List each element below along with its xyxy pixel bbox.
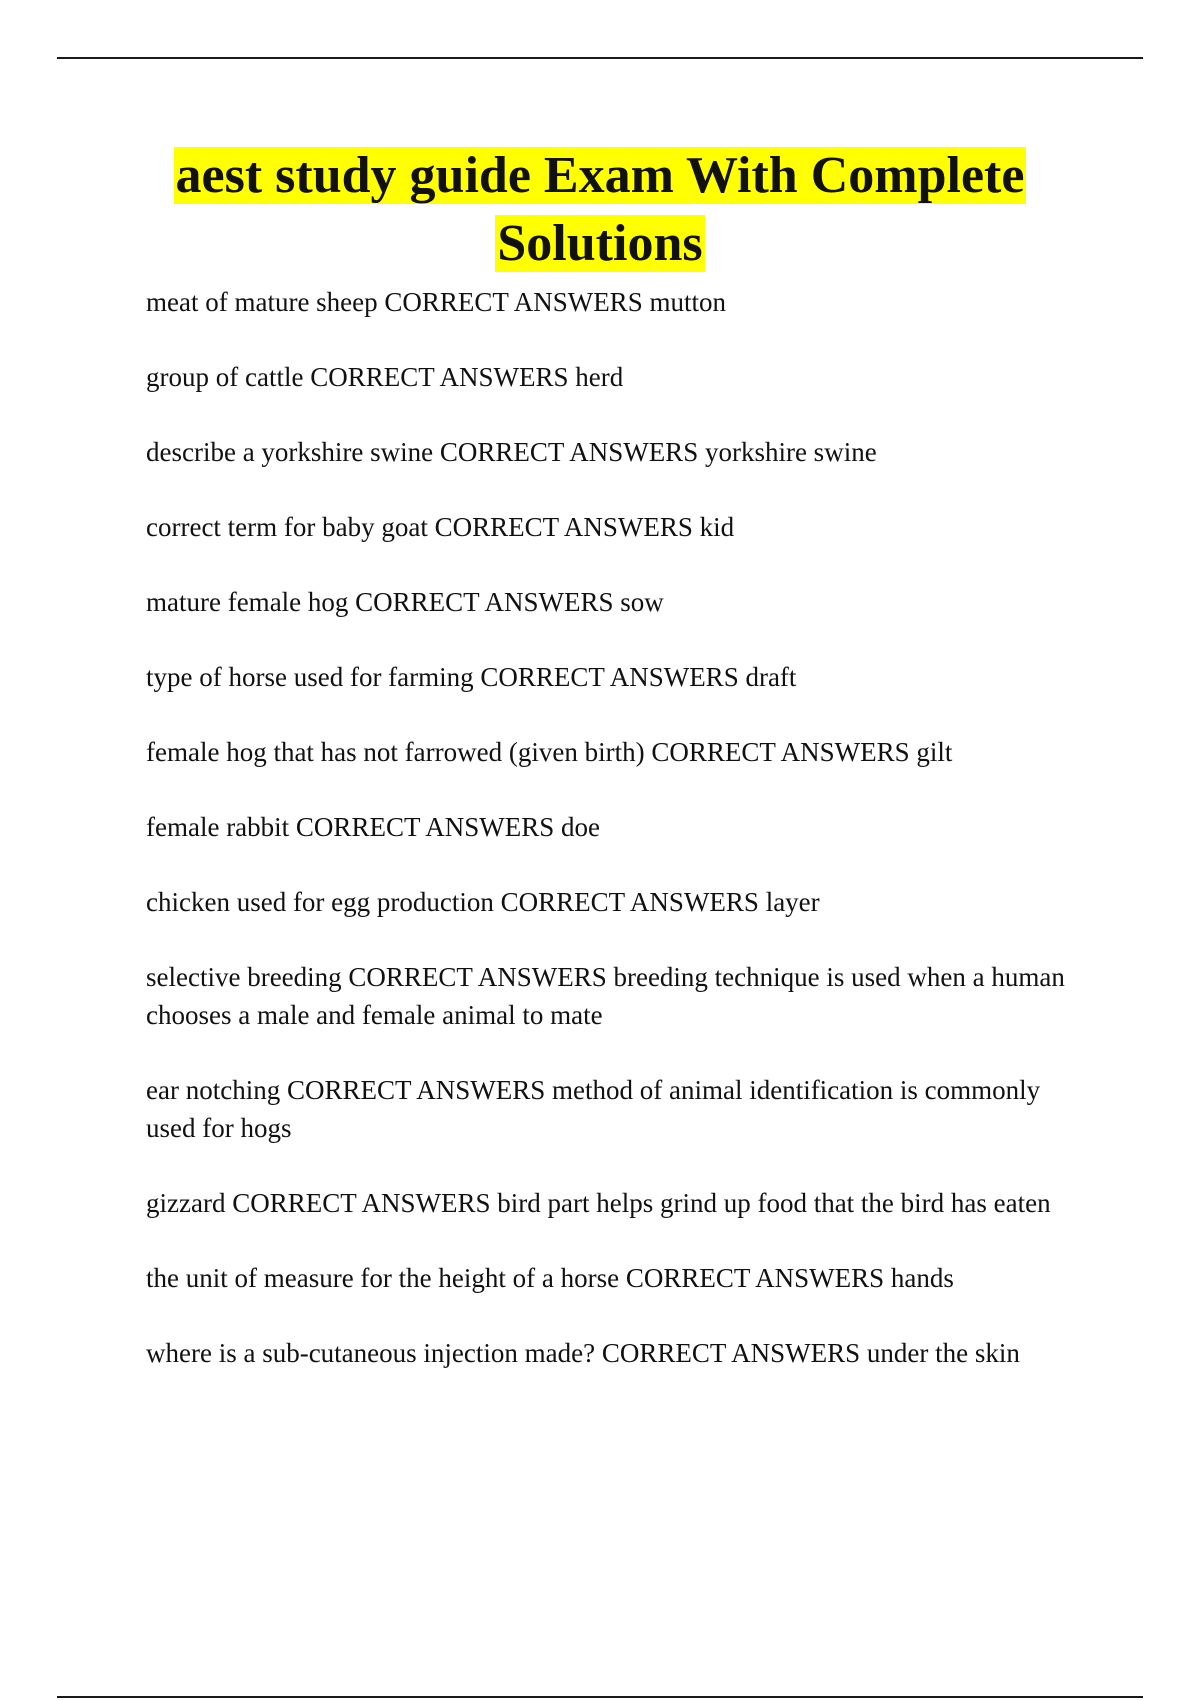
qa-item: type of horse used for farming CORRECT ANSWERS draft: [146, 662, 797, 692]
qa-item: the unit of measure for the height of a horse CORRECT ANSWERS hands: [146, 1263, 954, 1293]
qa-item: where is a sub-cutaneous injection made? CORRECT ANSWERS under the skin: [146, 1338, 1020, 1368]
qa-item: describe a yorkshire swine CORRECT ANSWERS yorkshire swine: [146, 437, 877, 467]
title-line-2: Solutions: [497, 215, 703, 272]
qa-item: correct term for baby goat CORRECT ANSWERS kid: [146, 512, 735, 542]
bottom-rule: [57, 1696, 1143, 1698]
qa-item: selective breeding CORRECT ANSWERS breeding technique is used when a human chooses a male and female animal to mate: [146, 962, 1065, 1030]
qa-item: group of cattle CORRECT ANSWERS herd: [146, 362, 624, 392]
qa-list: [146, 283, 1086, 1409]
qa-item: mature female hog CORRECT ANSWERS sow: [146, 587, 664, 617]
document-title: [100, 142, 1100, 278]
qa-item: gizzard CORRECT ANSWERS bird part helps grind up food that the bird has eaten: [146, 1188, 1051, 1218]
qa-item: female rabbit CORRECT ANSWERS doe: [146, 812, 600, 842]
qa-item: female hog that has not farrowed (given birth) CORRECT ANSWERS gilt: [146, 737, 953, 767]
qa-item: meat of mature sheep CORRECT ANSWERS mutton: [146, 287, 726, 317]
top-rule: [57, 57, 1143, 59]
qa-item: chicken used for egg production CORRECT ANSWERS layer: [146, 887, 820, 917]
qa-item: ear notching CORRECT ANSWERS method of animal identification is commonly used for hogs: [146, 1075, 1041, 1143]
title-line-1: aest study guide Exam With Complete: [175, 147, 1025, 204]
